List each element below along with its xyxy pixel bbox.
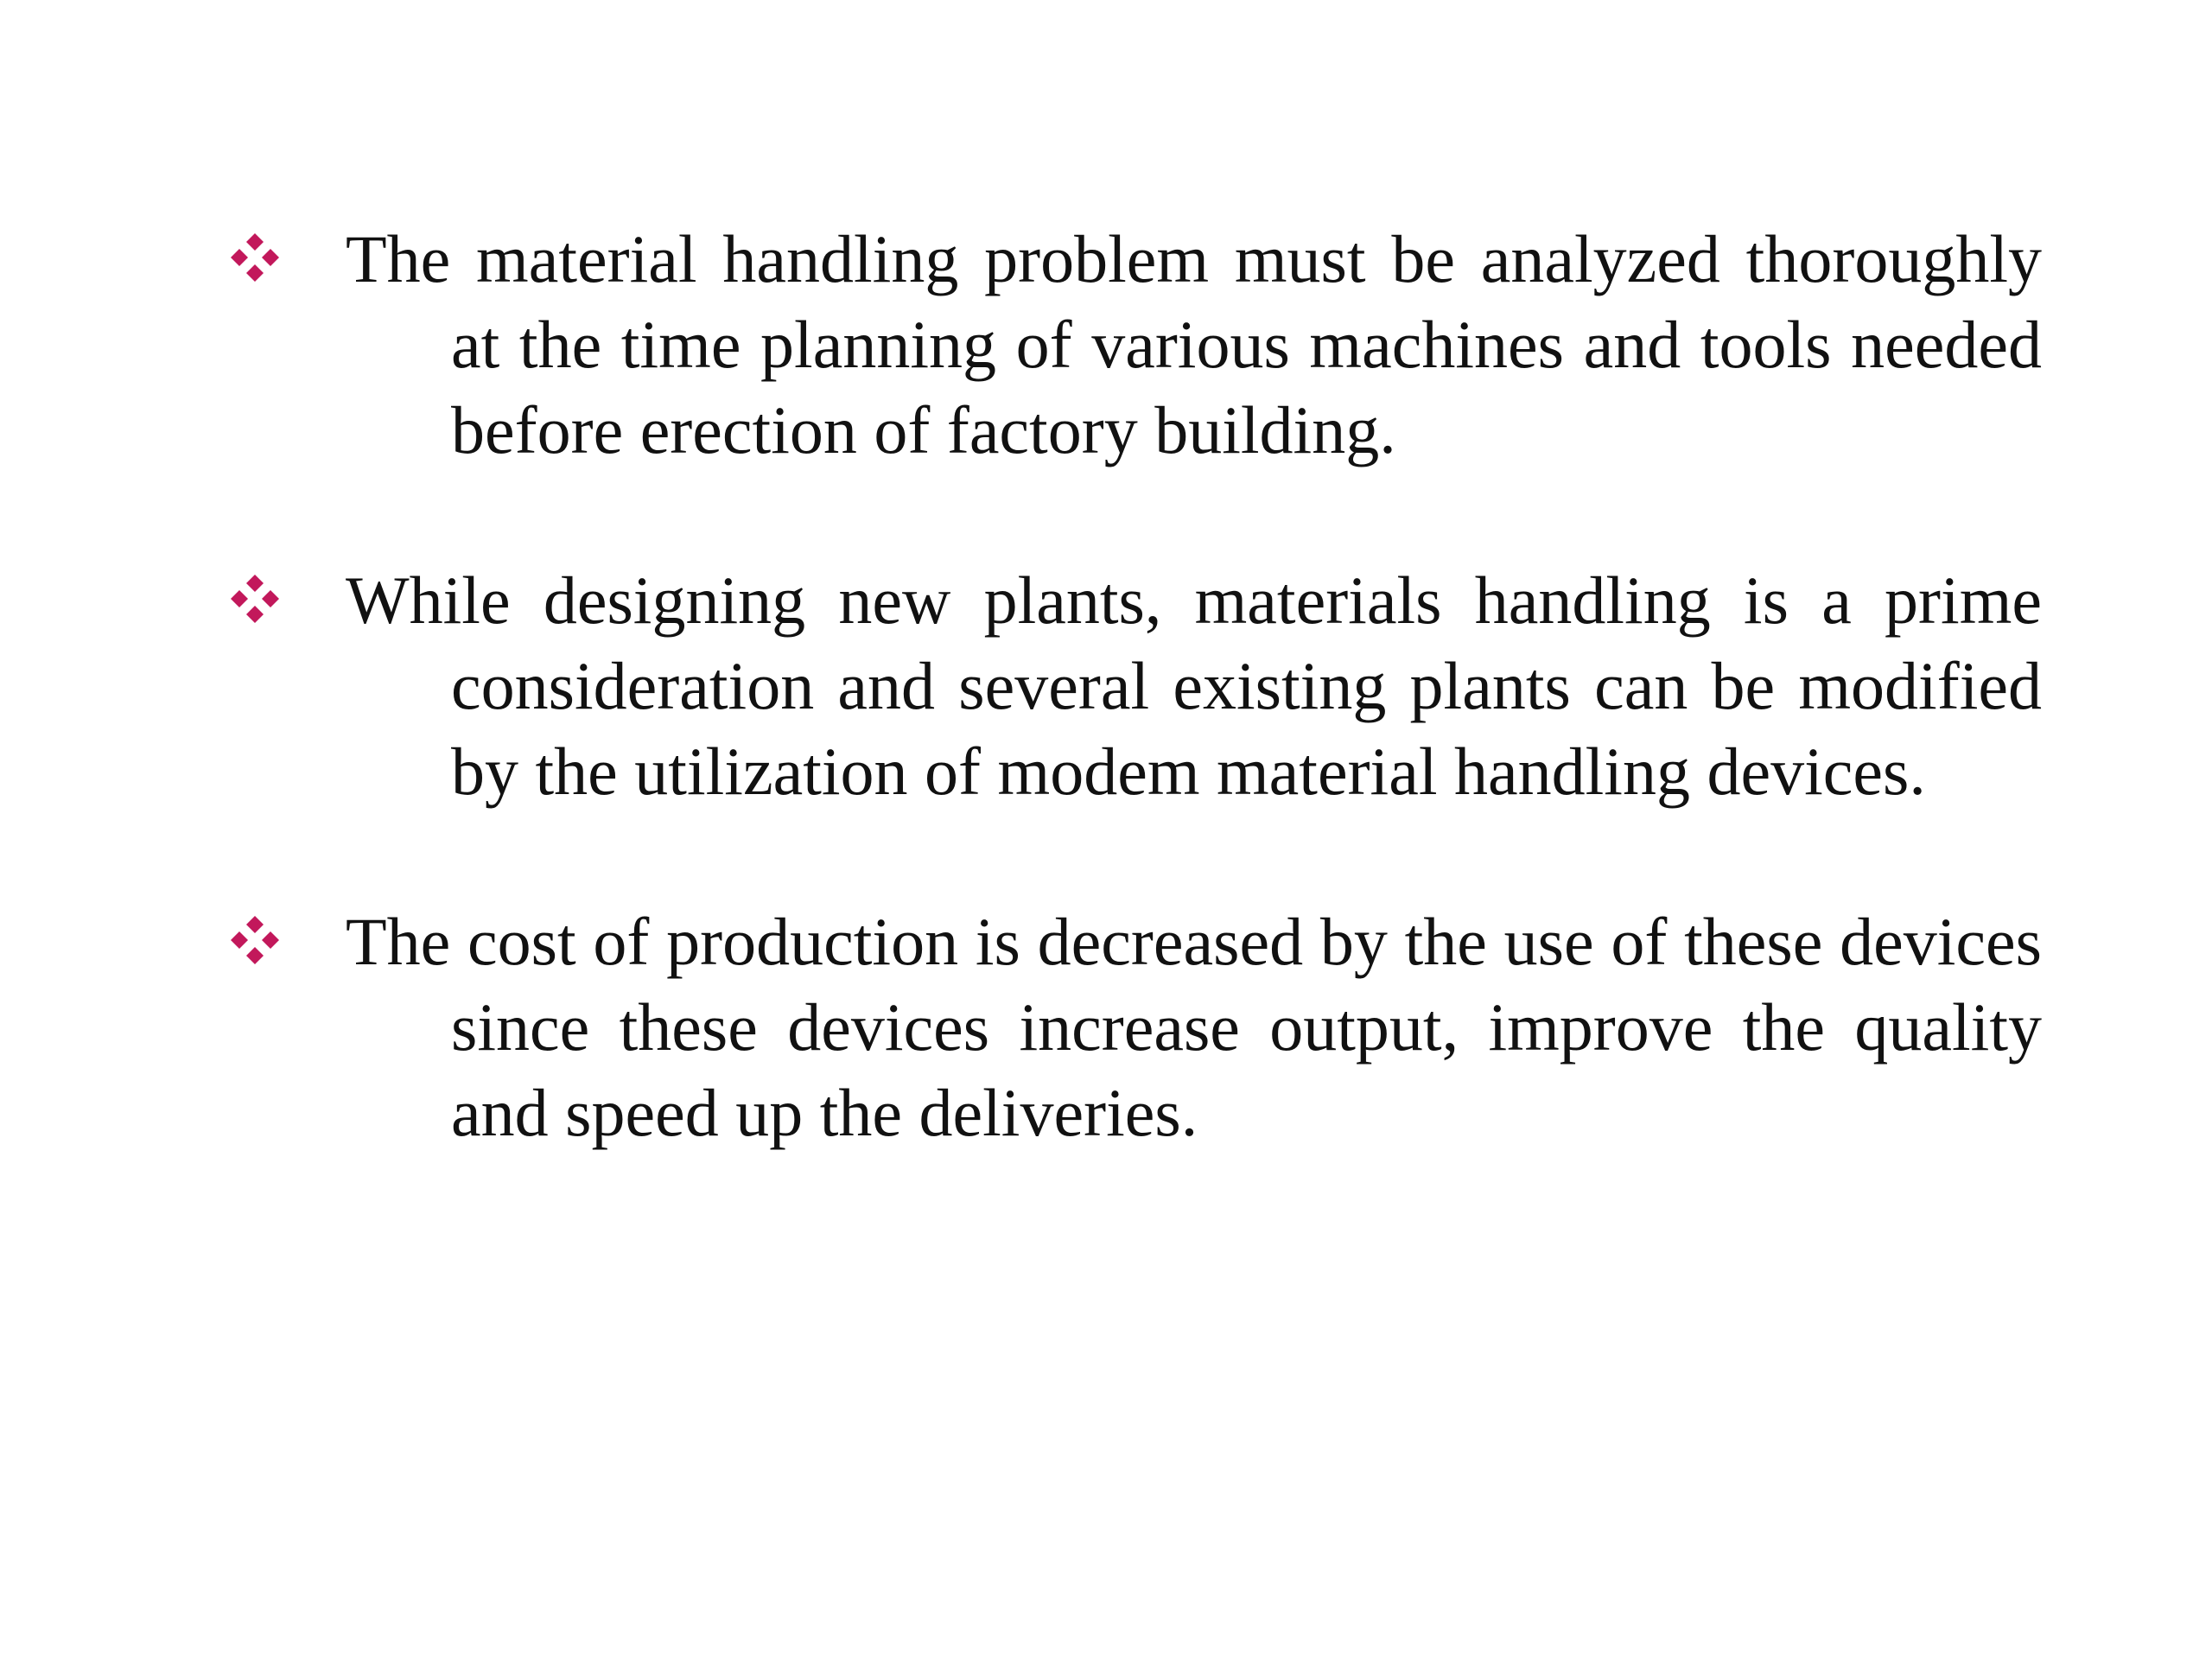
- bullet-item: [227, 557, 2042, 814]
- four-diamond-bullet-icon: [227, 571, 283, 626]
- bullet-item: [227, 216, 2042, 473]
- bullet-text: While designing new plants, materials handling is a prime consideration and several existing plants can be modified by the utilization of modem material handling devices.: [346, 563, 2042, 809]
- bullet-text: The cost of production is decreased by the use of these devices since these devices increase output, improve the quality and speed up the deliveries.: [346, 904, 2042, 1150]
- four-diamond-bullet-icon: [227, 912, 283, 968]
- bullet-text: The material handling problem must be analyzed thoroughly at the time planning of various machines and tools needed before erection of factory building.: [346, 221, 2042, 467]
- four-diamond-bullet-icon: [227, 230, 283, 285]
- bullet-list: [227, 216, 2042, 1240]
- bullet-item: [227, 899, 2042, 1155]
